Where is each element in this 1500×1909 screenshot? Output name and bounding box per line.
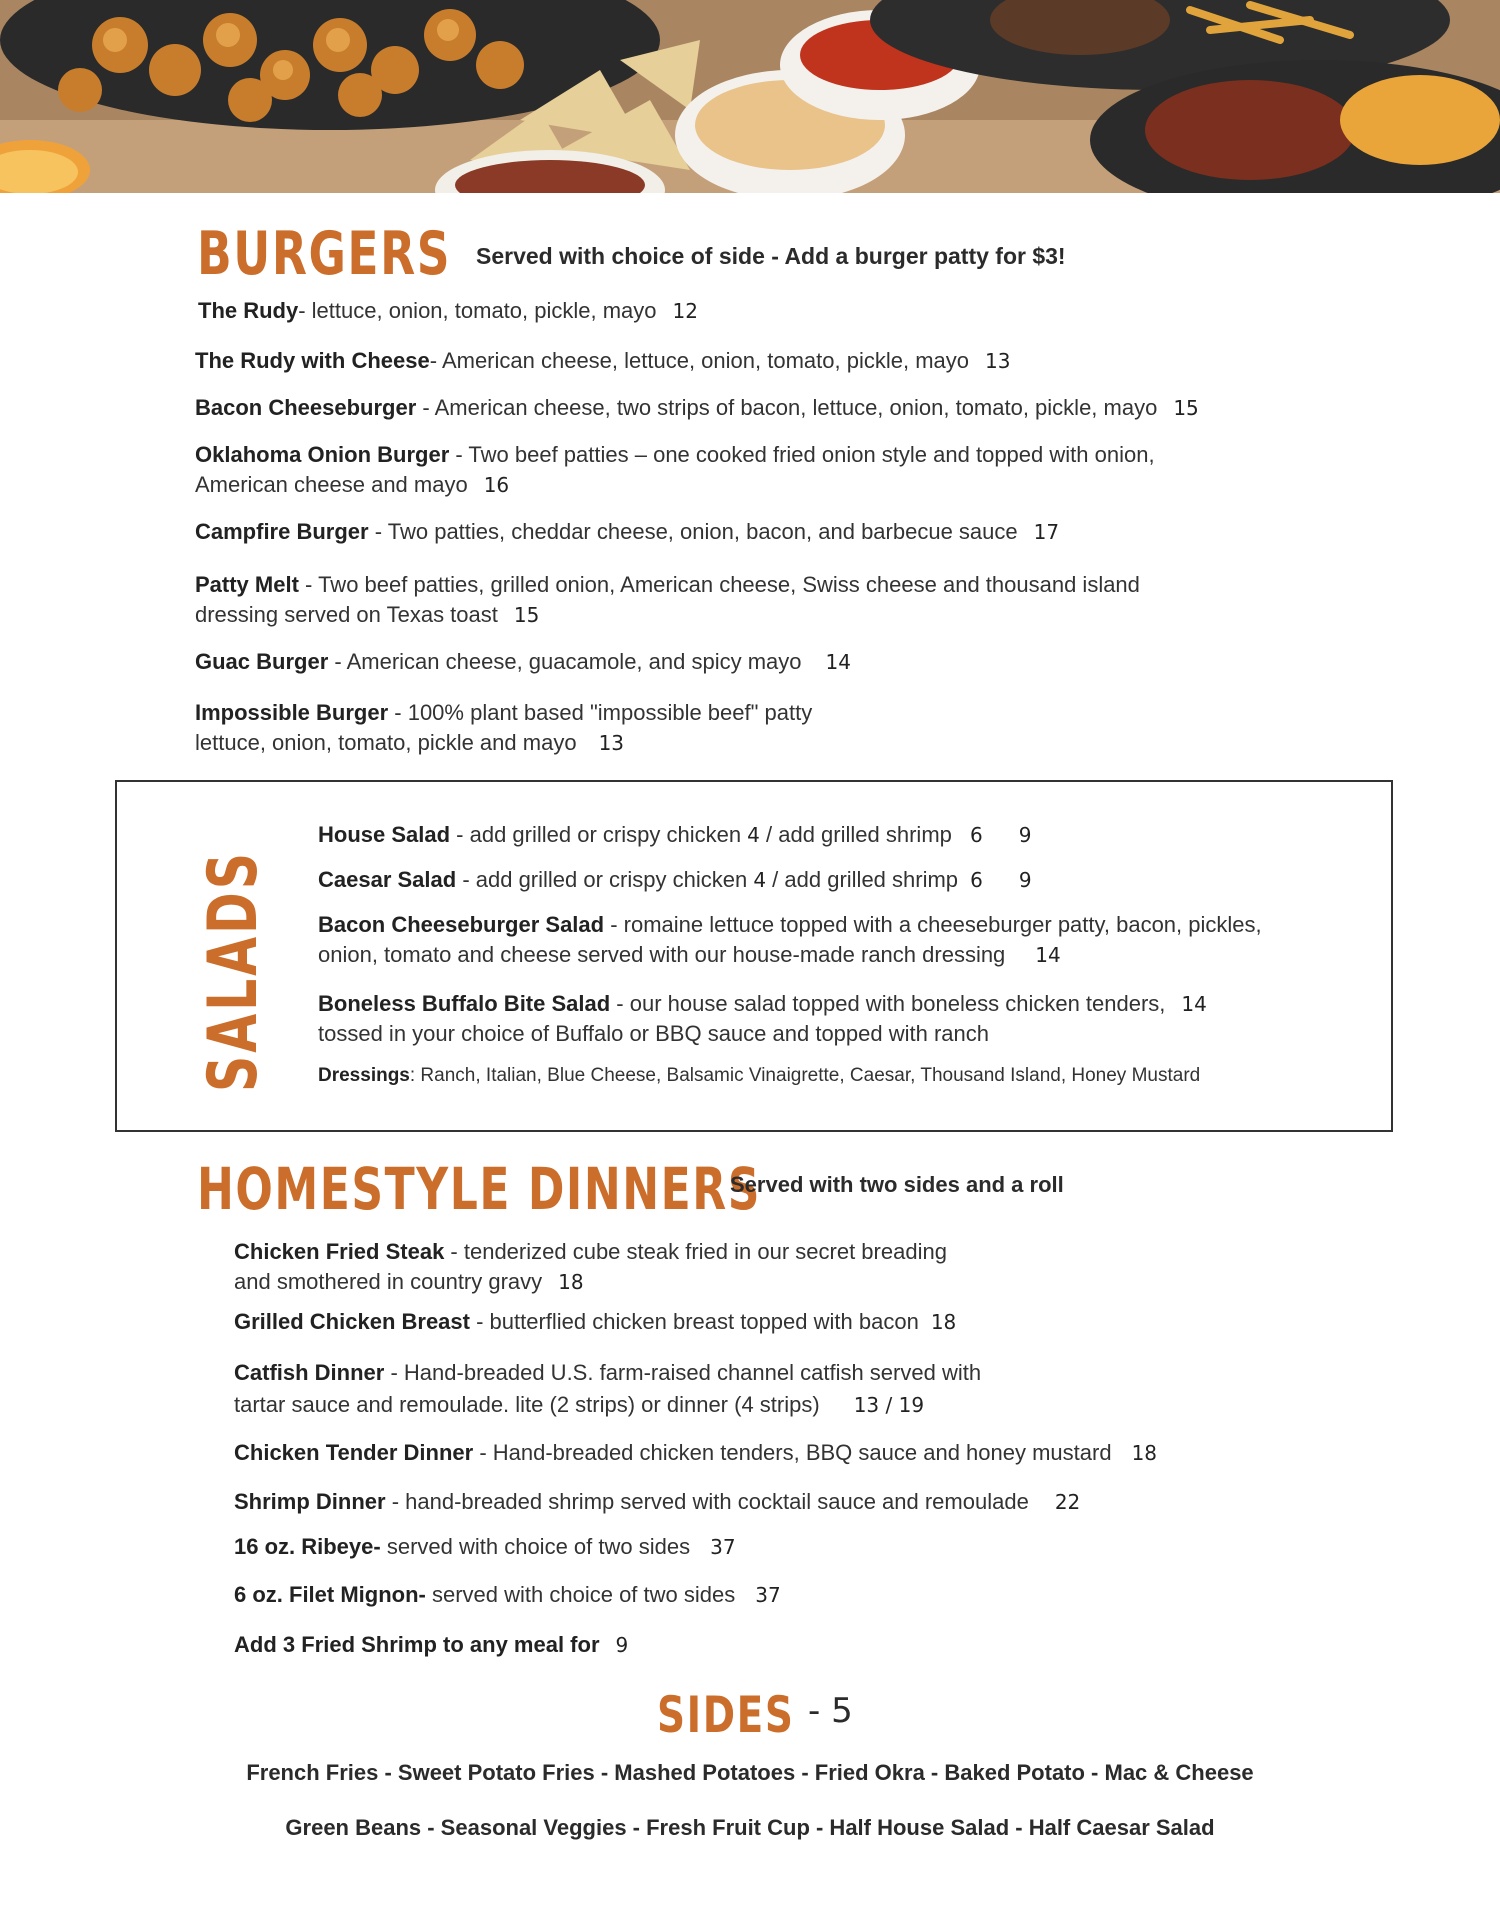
menu-item-the-rudy-with-cheese bbox=[195, 346, 1010, 376]
menu-item-boneless-buffalo-bite-salad bbox=[318, 989, 1207, 1049]
item-description: served with choice of two sides bbox=[380, 1534, 691, 1559]
item-description-line2: lettuce, onion, tomato, pickle and mayo bbox=[195, 730, 577, 755]
addon-price: 9 bbox=[615, 1633, 629, 1657]
menu-item-caesar-salad bbox=[318, 865, 1032, 895]
menu-item-16oz-ribeye bbox=[234, 1532, 736, 1562]
item-price: 22 bbox=[1054, 1490, 1081, 1514]
item-description: - add grilled or crispy chicken bbox=[450, 822, 748, 847]
menu-item-chicken-tender-dinner bbox=[234, 1438, 1157, 1468]
item-description: - Two patties, cheddar cheese, onion, bacon, and barbecue sauce bbox=[368, 519, 1018, 544]
item-name: Bacon Cheeseburger bbox=[195, 395, 417, 420]
addon-shrimp-price: 6 bbox=[970, 823, 983, 847]
item-description: - our house salad topped with boneless chicken tenders, bbox=[610, 991, 1166, 1016]
salad-dressings-list bbox=[318, 1061, 1200, 1091]
item-price: 18 bbox=[558, 1270, 584, 1294]
item-price: 18 bbox=[930, 1310, 957, 1334]
hero-food-photo bbox=[0, 0, 1500, 193]
item-price: 9 bbox=[1018, 868, 1032, 892]
item-name: 16 oz. Ribeye- bbox=[234, 1534, 381, 1559]
menu-item-the-rudy bbox=[198, 296, 698, 326]
item-description: - Hand-breaded U.S. farm-raised channel catfish served with bbox=[384, 1360, 982, 1385]
item-name: Chicken Fried Steak bbox=[234, 1239, 445, 1264]
item-price: 17 bbox=[1033, 520, 1060, 544]
item-name: The Rudy bbox=[198, 298, 299, 323]
food-photo-icon bbox=[0, 0, 1500, 193]
item-name: Guac Burger bbox=[195, 649, 329, 674]
item-name: Chicken Tender Dinner bbox=[234, 1440, 474, 1465]
dressings-options: : Ranch, Italian, Blue Cheese, Balsamic Vinaigrette, Caesar, Thousand Island, Honey Mustard bbox=[409, 1065, 1201, 1086]
menu-item-grilled-chicken-breast bbox=[234, 1307, 956, 1337]
item-description: - American cheese, lettuce, onion, tomato, pickle, mayo bbox=[429, 348, 969, 373]
menu-item-patty-melt bbox=[195, 570, 1140, 630]
addon-chicken-price: 4 bbox=[753, 868, 767, 892]
item-description-line2: and smothered in country gravy bbox=[234, 1269, 543, 1294]
addon-fried-shrimp bbox=[234, 1630, 628, 1660]
item-name: Oklahoma Onion Burger bbox=[195, 442, 450, 467]
menu-item-chicken-fried-steak bbox=[234, 1237, 947, 1297]
item-description: - Hand-breaded chicken tenders, BBQ sauce and honey mustard bbox=[473, 1440, 1112, 1465]
item-price: 15 bbox=[1173, 396, 1199, 420]
item-description: - tenderized cube steak fried in our secret breading bbox=[444, 1239, 947, 1264]
item-description: - Two beef patties, grilled onion, American cheese, Swiss cheese and thousand island bbox=[298, 572, 1140, 597]
item-price: 16 bbox=[483, 473, 510, 497]
item-name: Patty Melt bbox=[195, 572, 299, 597]
item-price: 13 bbox=[598, 731, 625, 755]
burgers-subtitle: Served with choice of side - Add a burger patty for $3! bbox=[476, 243, 1066, 269]
item-description: - butterflied chicken breast topped with bacon bbox=[469, 1309, 919, 1334]
menu-item-oklahoma-onion-burger bbox=[195, 440, 1155, 500]
item-name: Shrimp Dinner bbox=[234, 1489, 386, 1514]
menu-item-house-salad bbox=[318, 820, 1031, 850]
item-name: Caesar Salad bbox=[318, 867, 457, 892]
item-price: 13 / 19 bbox=[853, 1393, 925, 1417]
item-price: 18 bbox=[1131, 1441, 1158, 1465]
item-description: served with choice of two sides bbox=[425, 1582, 736, 1607]
item-description: - romaine lettuce topped with a cheeseburger patty, bacon, pickles, bbox=[604, 912, 1262, 937]
item-description-line2: tossed in your choice of Buffalo or BBQ sauce and topped with ranch bbox=[318, 1021, 989, 1046]
item-price: 14 bbox=[1035, 943, 1061, 967]
item-description: - hand-breaded shrimp served with cocktail sauce and remoulade bbox=[385, 1489, 1029, 1514]
item-price: 37 bbox=[710, 1535, 736, 1559]
homestyle-dinners-subtitle: Served with two sides and a roll bbox=[730, 1172, 1064, 1197]
item-name: Bacon Cheeseburger Salad bbox=[318, 912, 605, 937]
item-price: 37 bbox=[755, 1583, 781, 1607]
item-name: The Rudy with Cheese bbox=[195, 348, 430, 373]
menu-item-campfire-burger bbox=[195, 517, 1059, 547]
item-description-line2: American cheese and mayo bbox=[195, 472, 468, 497]
menu-item-guac-burger bbox=[195, 647, 851, 677]
dressings-label: Dressings bbox=[318, 1065, 410, 1086]
salads-heading: SALADS bbox=[194, 850, 273, 1092]
item-name: 6 oz. Filet Mignon- bbox=[234, 1582, 426, 1607]
item-price: 14 bbox=[1181, 992, 1207, 1016]
item-price: 12 bbox=[672, 299, 698, 323]
item-description: - American cheese, guacamole, and spicy mayo bbox=[328, 649, 802, 674]
menu-item-shrimp-dinner bbox=[234, 1487, 1080, 1517]
item-name: House Salad bbox=[318, 822, 451, 847]
item-description: - Two beef patties – one cooked fried onion style and topped with onion, bbox=[449, 442, 1155, 467]
menu-item-impossible-burger bbox=[195, 698, 812, 758]
addon-chicken-price: 4 bbox=[747, 823, 760, 847]
menu-item-bacon-cheeseburger-salad bbox=[318, 910, 1262, 970]
item-name: Catfish Dinner bbox=[234, 1360, 385, 1385]
addon-shrimp-text: / add grilled shrimp bbox=[759, 822, 958, 847]
item-description: - American cheese, two strips of bacon, lettuce, onion, tomato, pickle, mayo bbox=[416, 395, 1158, 420]
sides-heading: SIDES bbox=[657, 1686, 795, 1744]
addon-shrimp-price: 6 bbox=[970, 868, 983, 892]
item-description-line2: dressing served on Texas toast bbox=[195, 602, 498, 627]
item-price: 15 bbox=[513, 603, 540, 627]
item-price: 13 bbox=[985, 349, 1011, 373]
item-name: Impossible Burger bbox=[195, 700, 389, 725]
item-price: 9 bbox=[1018, 823, 1032, 847]
menu-item-6oz-filet-mignon bbox=[234, 1580, 781, 1610]
menu-item-bacon-cheeseburger bbox=[195, 393, 1199, 423]
addon-label: Add 3 Fried Shrimp to any meal for bbox=[234, 1632, 600, 1657]
addon-shrimp-text: / add grilled shrimp bbox=[766, 867, 965, 892]
homestyle-dinners-heading: HOMESTYLE DINNERS bbox=[197, 1155, 762, 1223]
item-name: Grilled Chicken Breast bbox=[234, 1309, 470, 1334]
burgers-heading: BURGERS bbox=[197, 219, 452, 289]
item-description: - 100% plant based "impossible beef" patty bbox=[388, 700, 813, 725]
sides-price: - 5 bbox=[808, 1691, 853, 1731]
item-name: Campfire Burger bbox=[195, 519, 369, 544]
menu-item-catfish-dinner bbox=[234, 1357, 981, 1421]
item-price: 14 bbox=[825, 650, 851, 674]
item-description-line2: onion, tomato and cheese served with our house-made ranch dressing bbox=[318, 942, 1006, 967]
item-description: - add grilled or crispy chicken bbox=[456, 867, 754, 892]
sides-list-row-1: French Fries - Sweet Potato Fries - Mashed Potatoes - Fried Okra - Baked Potato - Mac & Cheese bbox=[246, 1760, 1254, 1785]
sides-list-row-2: Green Beans - Seasonal Veggies - Fresh Fruit Cup - Half House Salad - Half Caesar Salad bbox=[285, 1815, 1215, 1840]
item-name: Boneless Buffalo Bite Salad bbox=[318, 991, 611, 1016]
item-description: - lettuce, onion, tomato, pickle, mayo bbox=[298, 298, 657, 323]
item-description-line2: tartar sauce and remoulade. lite (2 strips) or dinner (4 strips) bbox=[234, 1392, 820, 1417]
